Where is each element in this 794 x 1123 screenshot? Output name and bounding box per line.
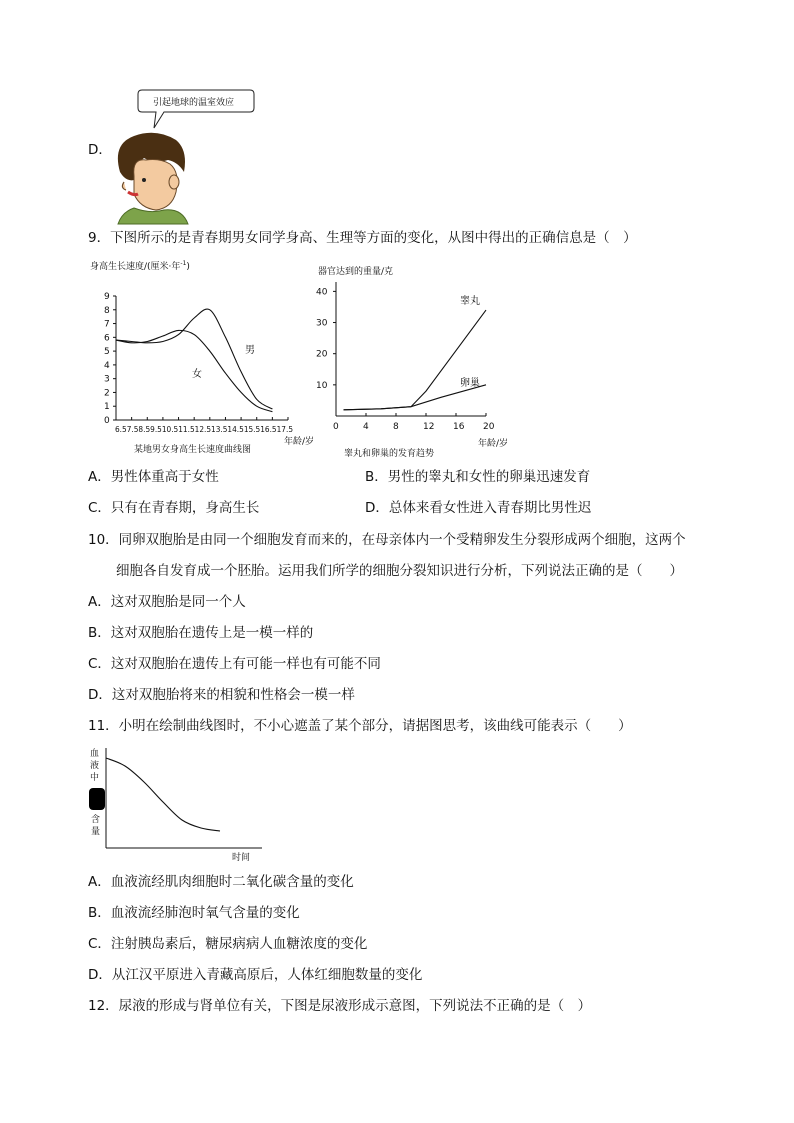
chart-right-xtick-label: 8 (393, 422, 399, 432)
q11-stem: 11．小明在绘制曲线图时，不小心遮盖了某个部分，请据图思考，该曲线可能表示（ ） (88, 718, 632, 734)
chart-left-ytick-label: 0 (104, 416, 110, 426)
q9-option-a: A．男性体重高于女性 (88, 469, 219, 485)
q10-option-b: B．这对双胞胎在遗传上是一模一样的 (88, 625, 314, 641)
chart-right-xtick-label: 16 (453, 422, 465, 432)
q11-covered-block (89, 788, 105, 810)
q11-option-d: D．从江汉平原进入青藏高原后，人体红细胞数量的变化 (88, 967, 423, 983)
chart-left-ytick-label: 9 (104, 292, 110, 302)
chart-right-series-testis-line (344, 310, 487, 410)
chart-left-axes (116, 296, 288, 420)
chart-right-ytick-label: 10 (316, 380, 328, 391)
chart-right-ylabel: 器官达到的重量/克 (318, 267, 394, 277)
q10-option-d: D．这对双胞胎将来的相貌和性格会一模一样 (88, 687, 355, 703)
q11-option-a: A．血液流经肌肉细胞时二氧化碳含量的变化 (88, 874, 354, 890)
q11-ylabel-top-1: 血 (90, 749, 100, 759)
chart-right-xlabel: 年龄/岁 (478, 439, 509, 449)
speech-bubble-text: 引起地球的温室效应 (153, 98, 235, 108)
chart-left-label-girl: 女 (192, 369, 202, 380)
q9-option-d: D．总体来看女性进入青春期比男性迟 (365, 500, 592, 516)
q8-option-d-label: D． (88, 142, 112, 158)
q11-covered-curve-chart (86, 744, 276, 864)
q11-curve-line (106, 758, 220, 831)
q9-option-b: B．男性的睾丸和女性的卵巢迅速发育 (365, 469, 591, 485)
chart-left-ytick-label: 5 (104, 347, 110, 358)
q9-stem: 9．下图所示的是青春期男女同学身高、生理等方面的变化，从图中得出的正确信息是（ ） (88, 230, 637, 246)
chart-left-label-boy: 男 (245, 345, 255, 356)
chart-left-xticks: 6.57.58.59.510.511.512.513.514.515.516.517.5 (115, 425, 293, 434)
chart-left-ytick-label: 1 (104, 402, 110, 413)
chart-left-ytick-label: 3 (104, 374, 110, 385)
q9-organ-weight-chart (314, 262, 514, 462)
chart-right-label-testis: 睾丸 (460, 296, 480, 307)
chart-right-xtick-label: 20 (483, 422, 495, 432)
q9-growth-rate-chart (88, 256, 315, 456)
chart-right-xtick-label: 0 (333, 422, 339, 432)
q11-ylabel-top-2: 液 (90, 761, 100, 771)
q10-stem-line1: 10．同卵双胞胎是由同一个细胞发育而来的，在母亲体内一个受精卵发生分裂形成两个细胞，这两个 (88, 532, 686, 548)
chart-right-caption: 睾丸和卵巢的发育趋势 (344, 449, 435, 459)
chart-left-ytick-label: 6 (104, 333, 110, 344)
q11-ylabel-bottom-2: 量 (91, 827, 101, 837)
chart-left-ytick-label: 8 (104, 305, 110, 316)
chart-right-ytick-label: 40 (316, 287, 328, 298)
chart-right-ytick-label: 20 (316, 349, 328, 360)
q8-cartoon-figure (104, 84, 254, 224)
q11-ylabel-top-3: 中 (90, 773, 100, 783)
q11-option-c: C．注射胰岛素后，糖尿病病人血糖浓度的变化 (88, 936, 368, 952)
chart-right-label-ovary: 卵巢 (460, 378, 480, 389)
q11-option-b: B．血液流经肺泡时氧气含量的变化 (88, 905, 300, 921)
q12-stem: 12．尿液的形成与肾单位有关，下图是尿液形成示意图，下列说法不正确的是（ ） (88, 998, 592, 1014)
q10-option-a: A．这对双胞胎是同一个人 (88, 594, 246, 610)
q11-ylabel-bottom-1: 含 (91, 815, 101, 825)
chart-right-xtick-label: 4 (363, 422, 369, 432)
chart-left-ytick-label: 2 (104, 388, 110, 399)
q10-option-c: C．这对双胞胎在遗传上有可能一样也有可能不同 (88, 656, 381, 672)
chart-left-xlabel: 年龄/岁 (284, 437, 315, 447)
q9-option-c: C．只有在青春期，身高生长 (88, 500, 260, 516)
chart-left-caption: 某地男女身高生长速度曲线图 (134, 445, 252, 455)
speech-bubble (138, 90, 254, 128)
chart-left-series-boy-line (116, 309, 272, 409)
chart-right-xtick-label: 12 (423, 422, 435, 432)
chart-right-ytick-label: 30 (316, 318, 328, 329)
q11-xlabel: 时间 (232, 853, 251, 863)
q10-stem-line2: 细胞各自发育成一个胚胎。运用我们所学的细胞分裂知识进行分析，下列说法正确的是（ ） (116, 563, 683, 579)
chart-left-ytick-label: 4 (104, 360, 110, 371)
chart-left-ytick-label: 7 (104, 319, 110, 330)
chart-left-ylabel: 身高生长速度/(厘米·年$^{-1}$) (90, 260, 190, 272)
